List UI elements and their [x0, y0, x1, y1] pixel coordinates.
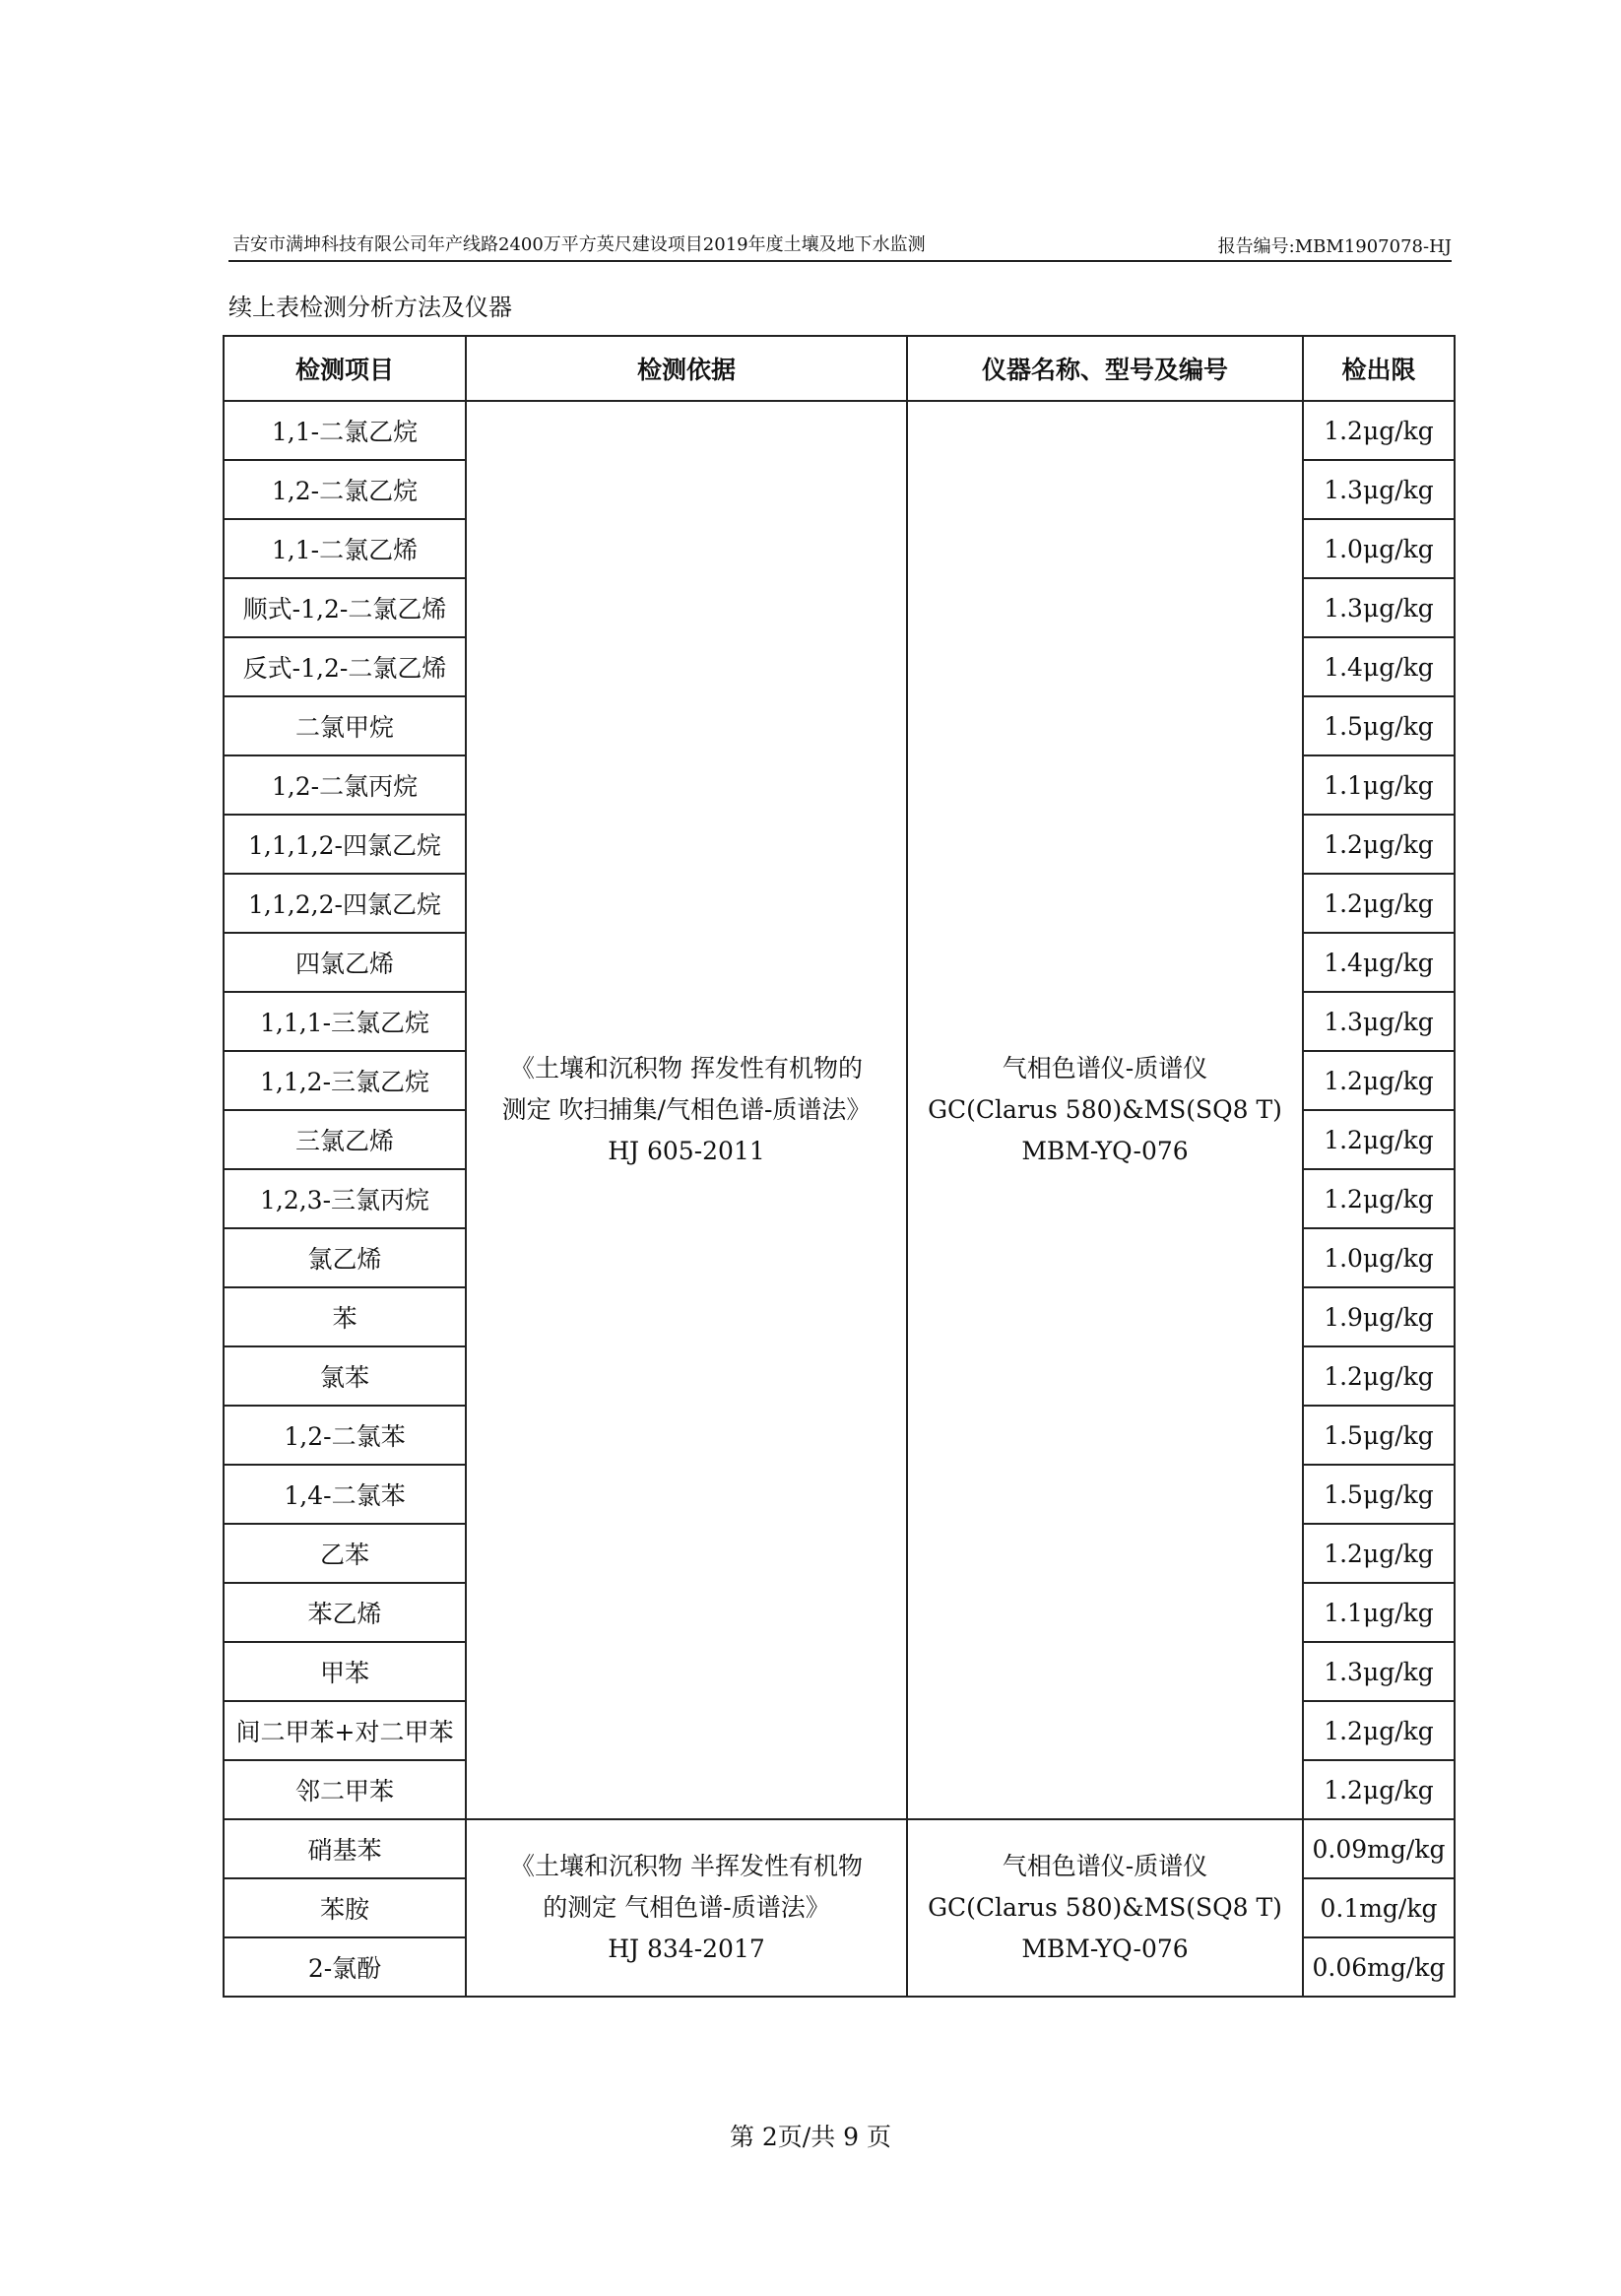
item-cell: 1,2-二氯乙烷 [224, 460, 466, 519]
limit-cell: 1.4μg/kg [1303, 933, 1455, 992]
col-header-basis: 检测依据 [466, 336, 907, 401]
limit-cell: 1.2μg/kg [1303, 1760, 1455, 1819]
instrument-cell [907, 1819, 1303, 1997]
item-cell: 1,1,1-三氯乙烷 [224, 992, 466, 1051]
limit-cell: 0.06mg/kg [1303, 1937, 1455, 1997]
table-header-row [224, 336, 1455, 401]
item-cell: 顺式-1,2-二氯乙烯 [224, 578, 466, 637]
instrument-line: MBM-YQ-076 [1021, 1935, 1189, 1963]
instrument-line: GC(Clarus 580)&MS(SQ8 T) [928, 1893, 1282, 1922]
item-cell: 间二甲苯+对二甲苯 [224, 1701, 466, 1760]
limit-cell: 1.5μg/kg [1303, 1406, 1455, 1465]
limit-cell: 1.4μg/kg [1303, 637, 1455, 696]
basis-line: 测定 吹扫捕集/气相色谱-质谱法》 [501, 1095, 872, 1124]
col-header-instrument: 仪器名称、型号及编号 [907, 336, 1303, 401]
item-cell: 1,2-二氯丙烷 [224, 755, 466, 815]
limit-cell: 1.2μg/kg [1303, 1110, 1455, 1169]
header-report-number: 报告编号:MBM1907078-HJ [1217, 236, 1452, 257]
item-cell: 苯乙烯 [224, 1583, 466, 1642]
instrument-line: MBM-YQ-076 [1021, 1137, 1189, 1165]
instrument-line: GC(Clarus 580)&MS(SQ8 T) [928, 1095, 1282, 1124]
limit-cell: 1.2μg/kg [1303, 874, 1455, 933]
limit-cell: 1.2μg/kg [1303, 1524, 1455, 1583]
item-cell: 1,1-二氯乙烷 [224, 401, 466, 460]
limit-cell: 1.9μg/kg [1303, 1287, 1455, 1346]
item-cell: 1,1,2-三氯乙烷 [224, 1051, 466, 1110]
item-cell: 氯苯 [224, 1346, 466, 1406]
limit-cell: 1.2μg/kg [1303, 815, 1455, 874]
limit-cell: 1.5μg/kg [1303, 1465, 1455, 1524]
limit-cell: 1.2μg/kg [1303, 1051, 1455, 1110]
methods-table [223, 335, 1456, 1998]
item-cell: 甲苯 [224, 1642, 466, 1701]
limit-cell: 1.0μg/kg [1303, 1228, 1455, 1287]
item-cell: 1,1,2,2-四氯乙烷 [224, 874, 466, 933]
limit-cell: 1.5μg/kg [1303, 696, 1455, 755]
limit-cell: 1.3μg/kg [1303, 992, 1455, 1051]
basis-line: 《土壤和沉积物 半挥发性有机物 [510, 1852, 863, 1880]
item-cell: 乙苯 [224, 1524, 466, 1583]
limit-cell: 1.3μg/kg [1303, 1642, 1455, 1701]
limit-cell: 1.3μg/kg [1303, 578, 1455, 637]
limit-cell: 1.0μg/kg [1303, 519, 1455, 578]
item-cell: 1,2,3-三氯丙烷 [224, 1169, 466, 1228]
limit-cell: 1.3μg/kg [1303, 460, 1455, 519]
item-cell: 1,1-二氯乙烯 [224, 519, 466, 578]
instrument-line: 气相色谱仪-质谱仪 [1002, 1852, 1208, 1880]
page-header [228, 225, 1452, 262]
limit-cell: 1.2μg/kg [1303, 1701, 1455, 1760]
item-cell: 硝基苯 [224, 1819, 466, 1878]
item-cell: 2-氯酚 [224, 1937, 466, 1997]
basis-line: HJ 605-2011 [608, 1137, 765, 1165]
col-header-item: 检测项目 [224, 336, 466, 401]
item-cell: 1,2-二氯苯 [224, 1406, 466, 1465]
item-cell: 苯 [224, 1287, 466, 1346]
limit-cell: 1.2μg/kg [1303, 1346, 1455, 1406]
item-cell: 反式-1,2-二氯乙烯 [224, 637, 466, 696]
basis-cell [466, 401, 907, 1819]
item-cell: 邻二甲苯 [224, 1760, 466, 1819]
table-body [224, 401, 1455, 1997]
item-cell: 四氯乙烯 [224, 933, 466, 992]
limit-cell: 1.1μg/kg [1303, 1583, 1455, 1642]
basis-line: HJ 834-2017 [608, 1935, 765, 1963]
table-row [224, 1819, 1455, 1878]
instrument-line: 气相色谱仪-质谱仪 [1002, 1054, 1208, 1082]
table-row [224, 401, 1455, 460]
basis-cell [466, 1819, 907, 1997]
limit-cell: 1.2μg/kg [1303, 401, 1455, 460]
limit-cell: 1.2μg/kg [1303, 1169, 1455, 1228]
item-cell: 二氯甲烷 [224, 696, 466, 755]
col-header-limit: 检出限 [1303, 336, 1455, 401]
table-caption: 续上表检测分析方法及仪器 [228, 294, 512, 321]
page-footer: 第 2页/共 9 页 [729, 2123, 892, 2151]
limit-cell: 1.1μg/kg [1303, 755, 1455, 815]
item-cell: 1,1,1,2-四氯乙烷 [224, 815, 466, 874]
instrument-cell [907, 401, 1303, 1819]
basis-line: 《土壤和沉积物 挥发性有机物的 [510, 1054, 863, 1082]
item-cell: 氯乙烯 [224, 1228, 466, 1287]
item-cell: 1,4-二氯苯 [224, 1465, 466, 1524]
item-cell: 三氯乙烯 [224, 1110, 466, 1169]
header-project-title: 吉安市满坤科技有限公司年产线路2400万平方英尺建设项目2019年度土壤及地下水监测 [232, 234, 926, 255]
item-cell: 苯胺 [224, 1878, 466, 1937]
limit-cell: 0.1mg/kg [1303, 1878, 1455, 1937]
limit-cell: 0.09mg/kg [1303, 1819, 1455, 1878]
basis-line: 的测定 气相色谱-质谱法》 [543, 1893, 830, 1922]
